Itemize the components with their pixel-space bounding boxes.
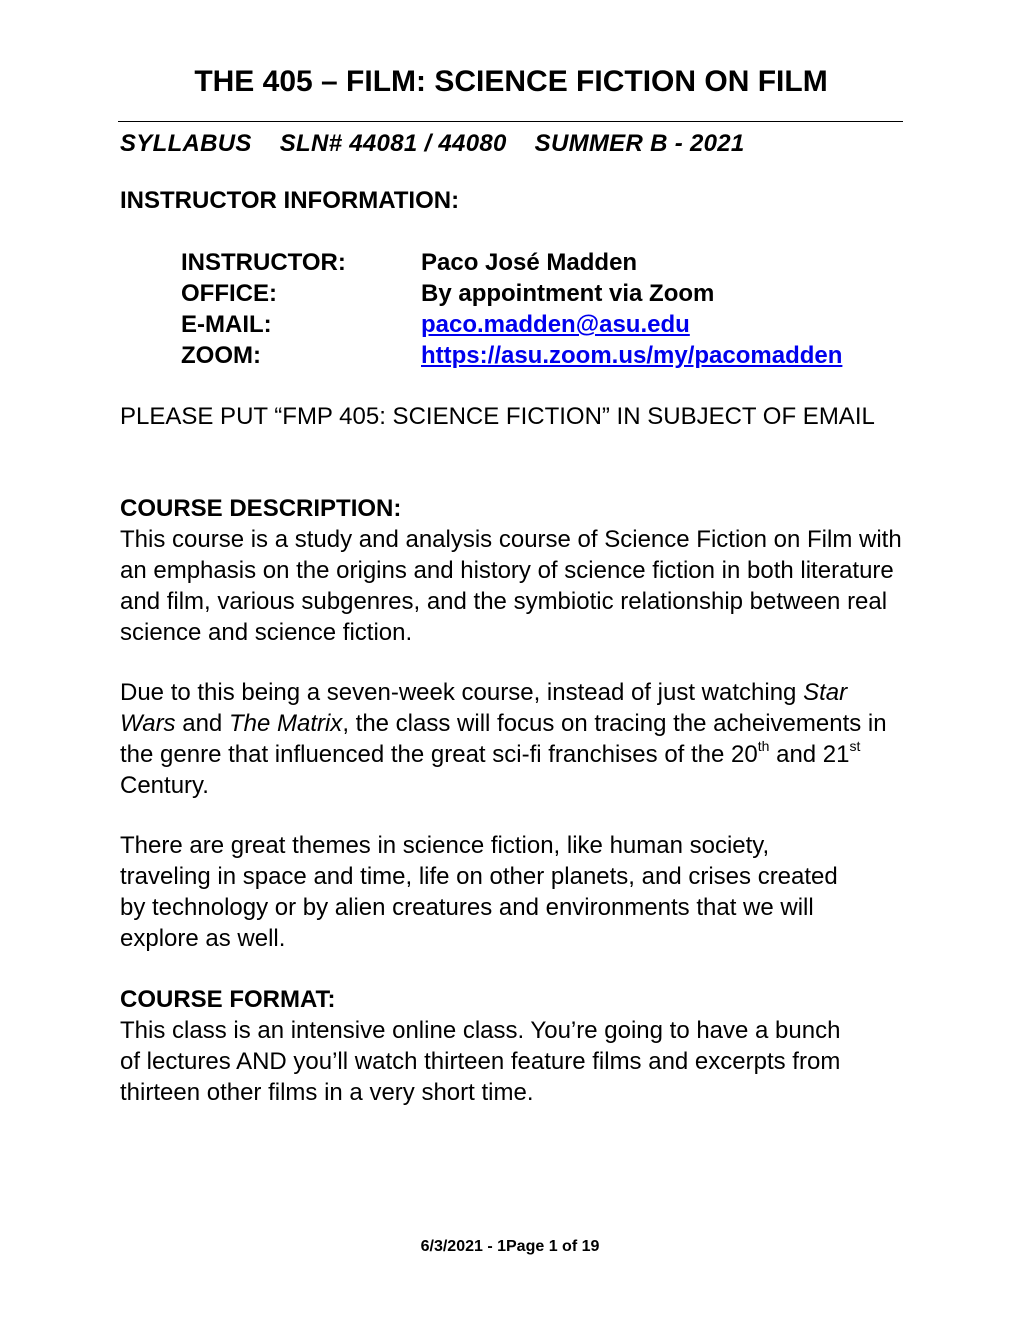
email-subject-notice: PLEASE PUT “FMP 405: SCIENCE FICTION” IN SUBJECT OF EMAIL bbox=[120, 403, 875, 430]
syllabus-label: SYLLABUS bbox=[120, 130, 252, 157]
zoom-label: ZOOM: bbox=[181, 342, 261, 369]
zoom-link[interactable]: https://asu.zoom.us/my/pacomadden bbox=[421, 342, 843, 369]
instructor-heading: INSTRUCTOR INFORMATION: bbox=[120, 187, 460, 214]
ordinal-suffix: st bbox=[849, 738, 861, 754]
course-description-paragraph-1: This course is a study and analysis course of Science Fiction on Film with an emphasis on the origins and history of science fiction in both literature and film, various subgenres, and the symbiotic relationship between real science and science fiction. bbox=[120, 526, 902, 646]
course-format-paragraph: This class is an intensive online class. You’re going to have a bunch of lectures AND you’ll watch thirteen feature films and excerpts from thirteen other films in a very short time. bbox=[120, 1017, 841, 1106]
paragraph-text: and bbox=[175, 710, 229, 737]
instructor-label: INSTRUCTOR: bbox=[181, 249, 346, 276]
page-footer: 6/3/2021 - 1Page 1 of 19 bbox=[420, 1238, 600, 1255]
office-value: By appointment via Zoom bbox=[421, 280, 715, 307]
film-title-the-matrix: The Matrix bbox=[228, 710, 343, 737]
ordinal-suffix: th bbox=[757, 738, 770, 754]
instructor-name: Paco José Madden bbox=[421, 249, 638, 276]
title-divider bbox=[118, 121, 903, 122]
email-label: E-MAIL: bbox=[181, 311, 272, 338]
sln-number: SLN# 44081 / 44080 bbox=[279, 130, 507, 157]
film-title-star-wars: Star Wars bbox=[120, 679, 848, 737]
course-description-paragraph-3: There are great themes in science fiction, like human society, traveling in space and time, life on other planets, and crises created by technology or by alien creatures and environments that we will explore as well. bbox=[120, 832, 838, 952]
course-format-heading: COURSE FORMAT: bbox=[120, 986, 336, 1013]
email-link[interactable]: paco.madden@asu.edu bbox=[421, 311, 690, 338]
paragraph-text: Century. bbox=[120, 772, 209, 799]
paragraph-text: and 21 bbox=[769, 741, 850, 768]
term-label: SUMMER B - 2021 bbox=[534, 130, 745, 157]
office-label: OFFICE: bbox=[181, 280, 277, 307]
paragraph-text: , the class will focus on tracing the acheivements in the genre that influenced the great sci-fi franchises of the 20 bbox=[120, 710, 887, 768]
paragraph-text: Due to this being a seven-week course, instead of just watching bbox=[120, 679, 804, 706]
course-description-heading: COURSE DESCRIPTION: bbox=[120, 495, 402, 522]
syllabus-subtitle bbox=[120, 129, 910, 159]
document-title: THE 405 – FILM: SCIENCE FICTION ON FILM bbox=[194, 65, 828, 98]
course-description-paragraph-2 bbox=[120, 677, 890, 801]
